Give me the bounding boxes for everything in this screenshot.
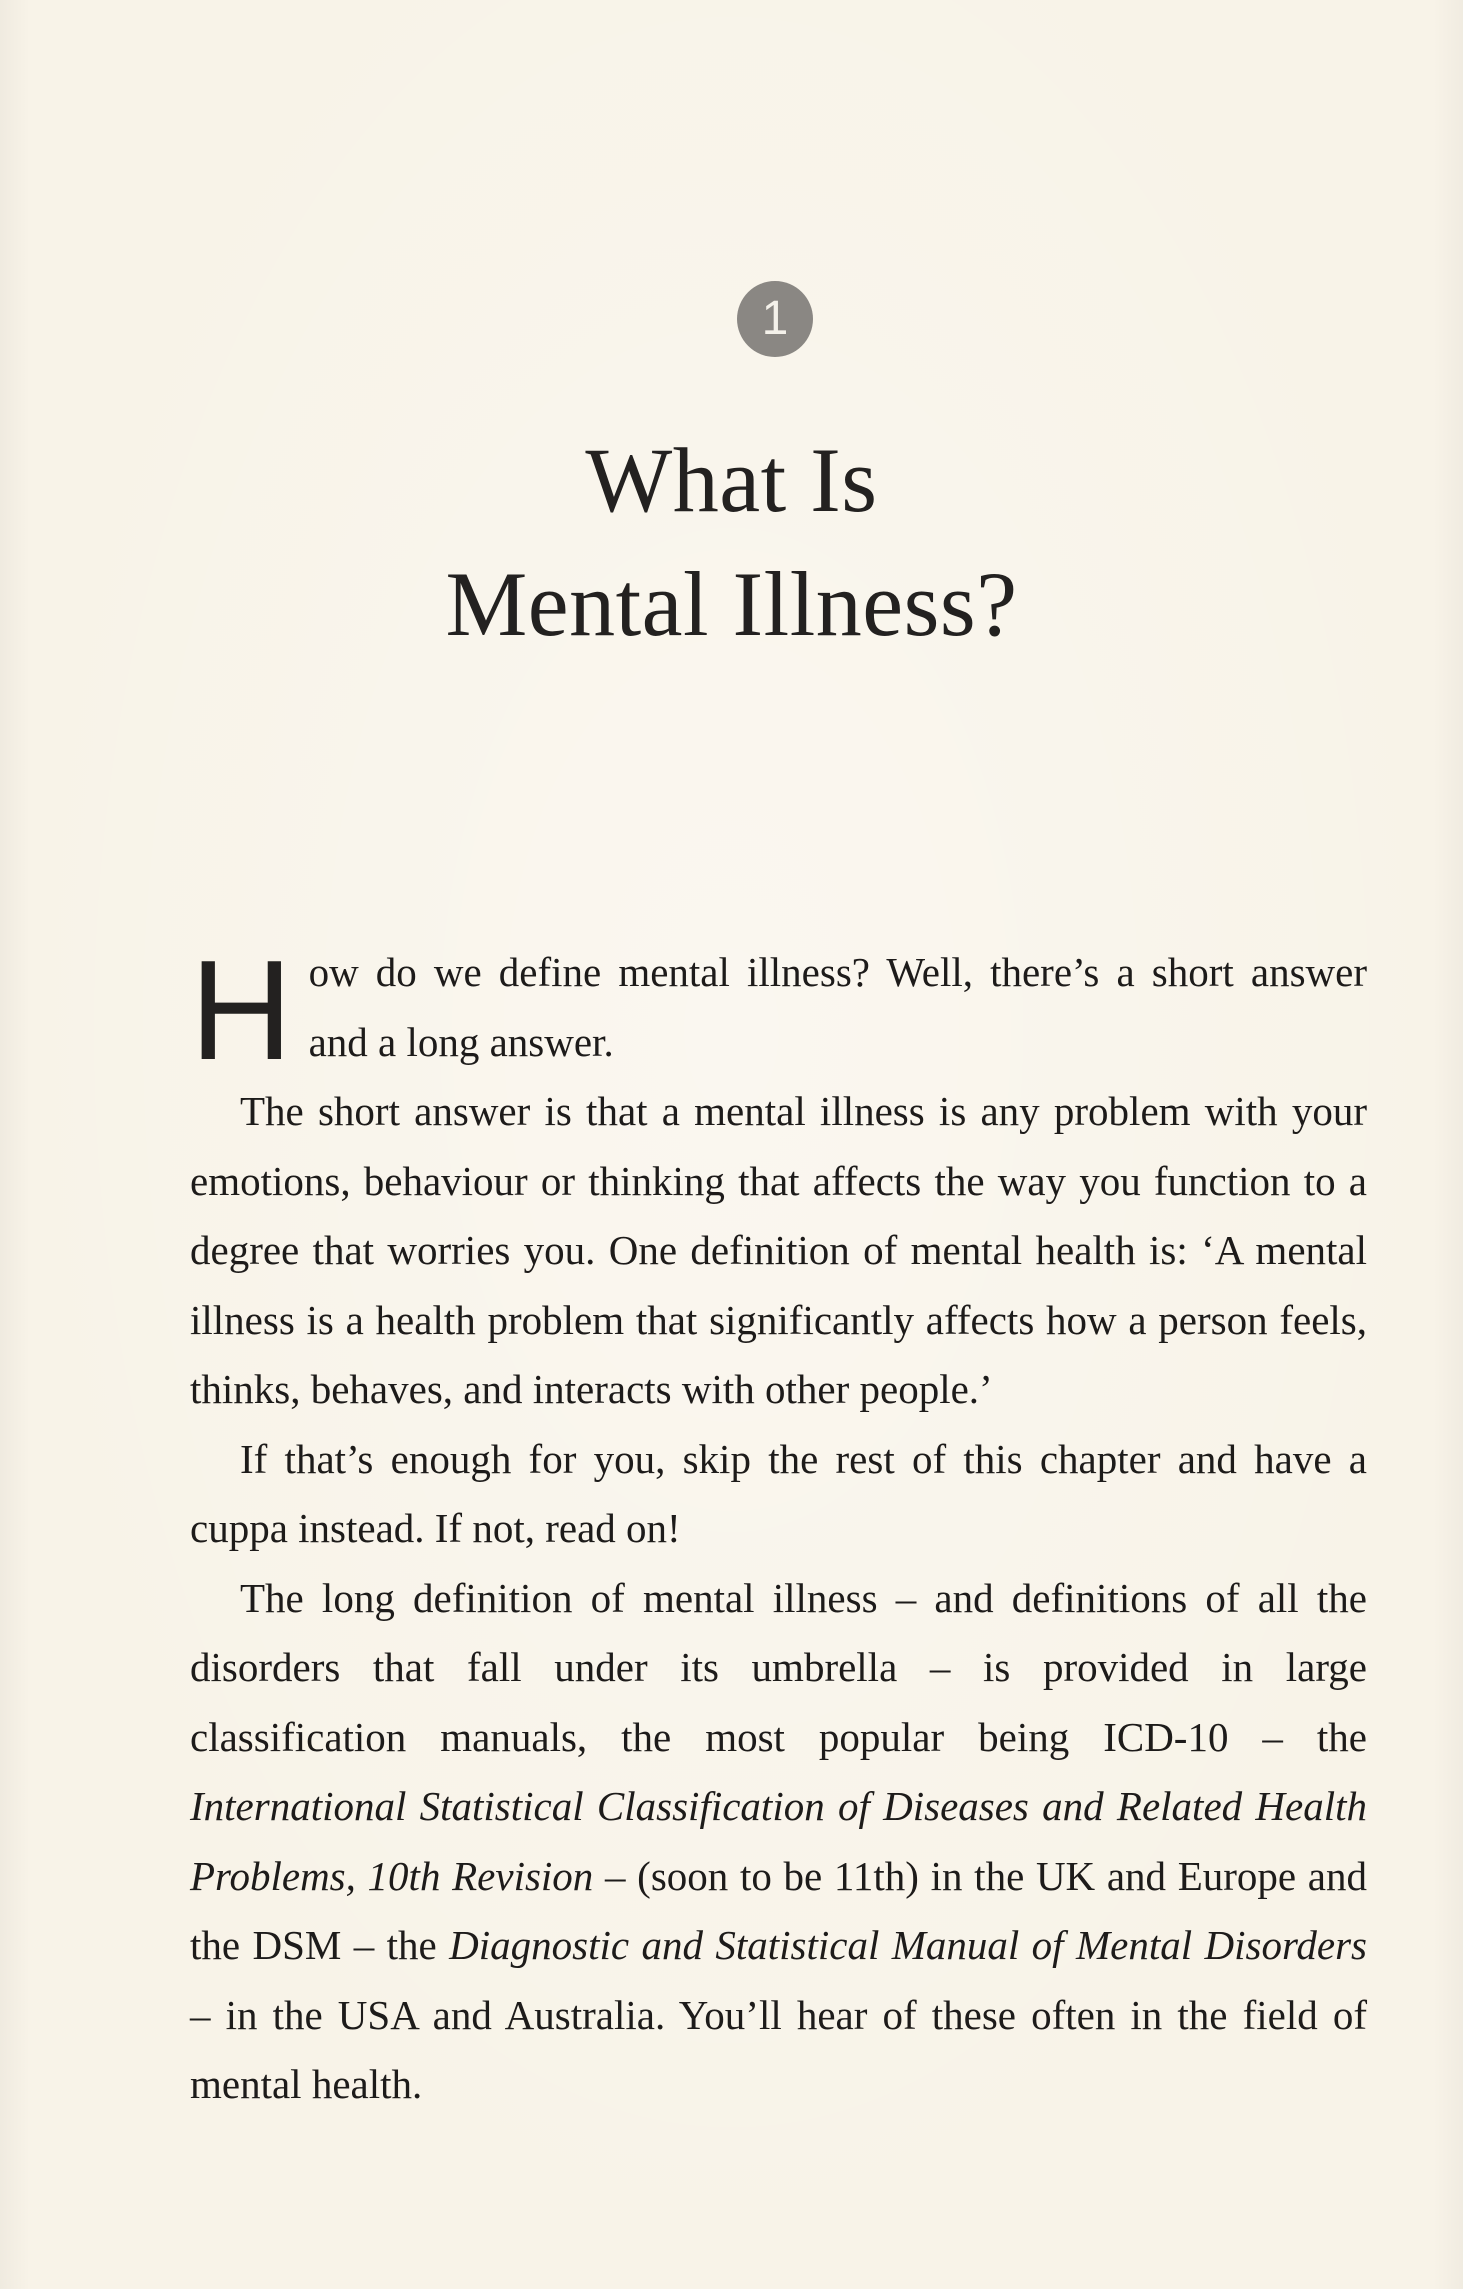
paragraph-3: If that’s enough for you, skip the rest of this chapter and have a cuppa instead. If not, read on! xyxy=(190,1435,1367,1551)
chapter-title-line-1: What Is xyxy=(585,429,878,531)
chapter-title xyxy=(0,418,1463,666)
paragraph-4-part-1: The long definition of mental illness – and definitions of all the disorders that fall under its umbrella – is provided in large classification manuals, the most popular being ICD-10 – the xyxy=(190,1574,1367,1760)
drop-cap: H xyxy=(190,931,293,1090)
paragraph-4-part-3: – in the USA and Australia. You’ll hear of these often in the field of mental health. xyxy=(190,1991,1367,2107)
dsm-title: Diagnostic and Statistical Manual of Mental Disorders xyxy=(449,1922,1367,1968)
chapter-title-line-2: Mental Illness? xyxy=(445,553,1018,655)
chapter-number-badge: 1 xyxy=(737,281,813,357)
icd-title: International Statistical Classification of Diseases and Related Health Problems, 10th Revision xyxy=(190,1783,1367,1899)
paragraph-1 xyxy=(190,931,1367,1090)
paragraph-2: The short answer is that a mental illness is any problem with your emotions, behaviour or thinking that affects the way you function to a degree that worries you. One definition of mental health is: ‘A mental illness is a health problem that significantly affects how a person feels, thinks, behaves, and interacts with other people.’ xyxy=(190,1088,1367,1412)
paragraph-4 xyxy=(190,1564,1367,2120)
paragraph-4-part-2: – (soon to be 11th) in the UK and Europe and the DSM – the xyxy=(190,1852,1367,1968)
paragraph-1-text: ow do we define mental illness? Well, there’s a short answer and a long answer. xyxy=(308,949,1367,1065)
chapter-body xyxy=(190,931,1367,2120)
